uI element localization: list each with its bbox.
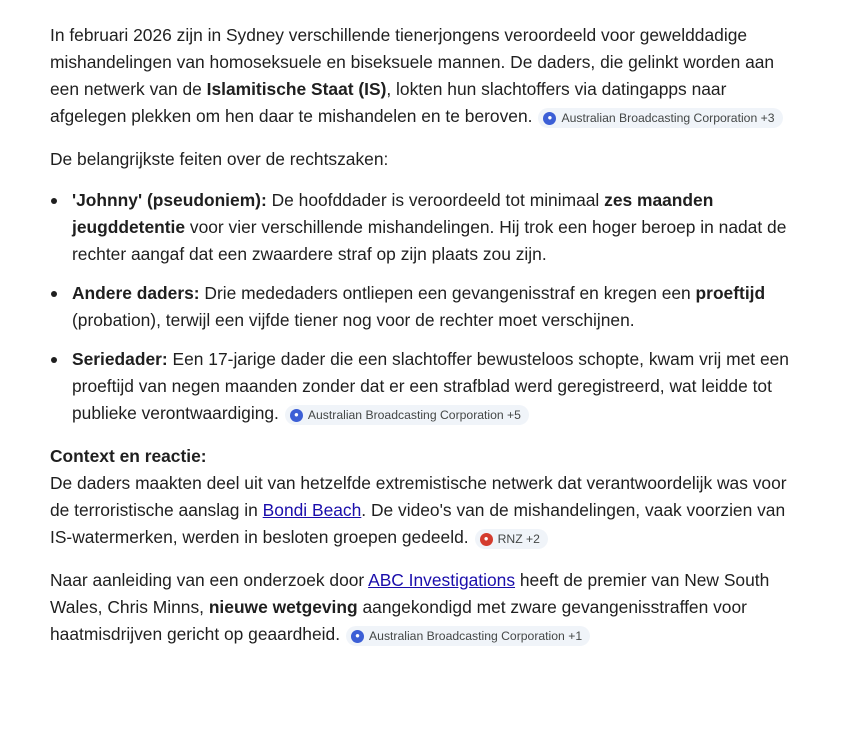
source-chip-abc[interactable]: ● Australian Broadcasting Corporation +5 bbox=[285, 405, 529, 425]
source-chip-rnz[interactable]: ● RNZ +2 bbox=[475, 529, 548, 549]
intro-bold: Islamitische Staat (IS) bbox=[206, 79, 387, 99]
ai-answer bbox=[50, 22, 790, 648]
list-item: 'Johnny' (pseudoniem): De hoofddader is veroordeeld tot minimaal zes maanden jeugddetentie voor vier verschillende mishandelingen. Hij trok een hoger beroep in nadat de rechter aangaf dat een zwaardere straf op zijn plaats zou zijn. bbox=[50, 187, 790, 268]
facts-list bbox=[50, 187, 790, 427]
list-item: Andere daders: Drie mededaders ontliepen een gevangenisstraf en kregen een proeftijd (probation), terwijl een vijfde tiener nog voor de rechter moet verschijnen. bbox=[50, 280, 790, 334]
list-item: Seriedader: Een 17-jarige dader die een slachtoffer bewusteloos schopte, kwam vrij met een proeftijd van negen maanden zonder dat er een strafblad werd geregistreerd, wat leidde tot publieke verontwaardiging. ● Australian Broadcasting Corporation +5 bbox=[50, 346, 790, 427]
closing-paragraph: Naar aanleiding van een onderzoek door ABC Investigations heeft de premier van New South Wales, Chris Minns, nieuwe wetgeving aangekondigd met zware gevangenisstraffen voor haatmisdrijven gericht op geaardheid. ● Australian Broadcasting Corporation +1 bbox=[50, 570, 770, 644]
source-chip-abc[interactable]: ● Australian Broadcasting Corporation +3 bbox=[538, 108, 782, 128]
abc-logo-icon: ● bbox=[543, 112, 556, 125]
facts-intro: De belangrijkste feiten over de rechtszaken: bbox=[50, 149, 389, 169]
bondi-beach-link[interactable]: Bondi Beach bbox=[262, 500, 362, 520]
context-heading: Context en reactie: bbox=[50, 446, 207, 466]
intro-paragraph: In februari 2026 zijn in Sydney verschillende tienerjongens veroordeeld voor gewelddadige mishandelingen van homoseksuele en biseksuele mannen. De daders, die gelinkt worden aan een netwerk van de Islamitische Staat (IS), lokten hun slachtoffers via datingapps naar afgelegen plekken om hen daar te mishandelen en te beroven. ● Australian Broadcasting Corporation +3 bbox=[50, 22, 790, 130]
context-paragraph: De daders maakten deel uit van hetzelfde extremistische netwerk dat verantwoordelijk was voor de terroristische aanslag in Bondi Beach. De video's van de mishandelingen, vaak voorzien van IS-watermerken, werden in besloten groepen gedeeld. ● RNZ +2 bbox=[50, 473, 787, 547]
abc-investigations-link[interactable]: ABC Investigations bbox=[368, 570, 516, 590]
abc-logo-icon: ● bbox=[351, 630, 364, 643]
abc-logo-icon: ● bbox=[290, 409, 303, 422]
rnz-logo-icon: ● bbox=[480, 533, 493, 546]
source-chip-abc[interactable]: ● Australian Broadcasting Corporation +1 bbox=[346, 626, 590, 646]
